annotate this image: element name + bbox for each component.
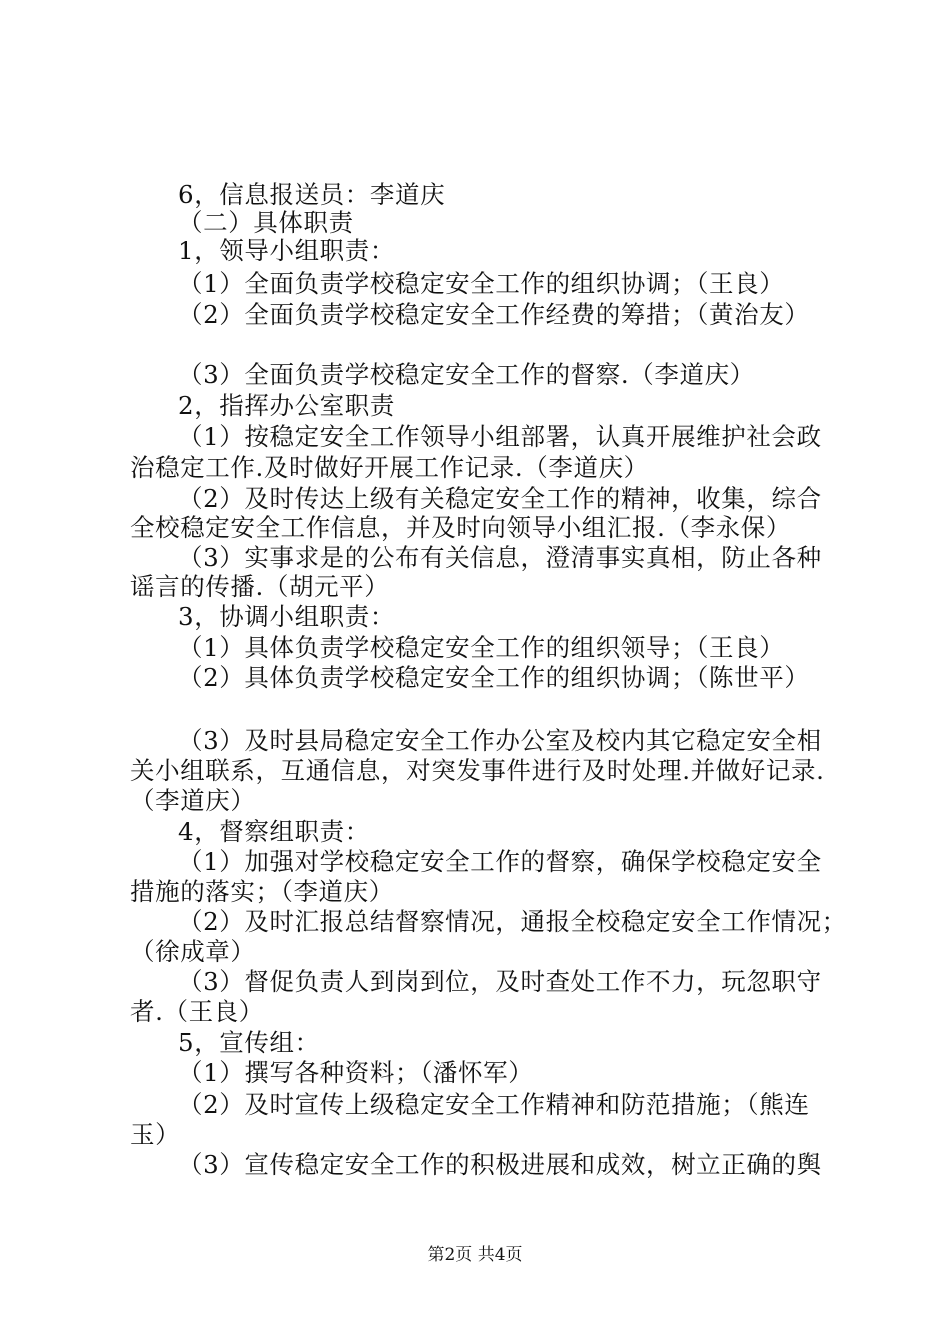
text-line: （2）全面负责学校稳定安全工作经费的筹措；（黄治友）	[178, 300, 810, 329]
text-line: （1）加强对学校稳定安全工作的督察，确保学校稳定安全	[178, 847, 822, 876]
text-line: （1）全面负责学校稳定安全工作的组织协调；（王良）	[178, 269, 785, 298]
text-line: （3）全面负责学校稳定安全工作的督察.（李道庆）	[178, 360, 755, 389]
text-line: （李道庆）	[130, 786, 256, 815]
text-line: （1）撰写各种资料；（潘怀军）	[178, 1058, 534, 1087]
text-line: 2，指挥办公室职责	[178, 391, 395, 420]
text-line: 措施的落实；（李道庆）	[130, 877, 394, 906]
text-line: （3）及时县局稳定安全工作办公室及校内其它稳定安全相	[178, 726, 822, 755]
text-line: 6，信息报送员：李道庆	[178, 180, 446, 209]
text-line: 1，领导小组职责：	[178, 236, 395, 265]
text-line: （3）宣传稳定安全工作的积极进展和成效，树立正确的舆	[178, 1150, 822, 1179]
text-line: 谣言的传播.（胡元平）	[130, 572, 390, 601]
text-line: （2）及时传达上级有关稳定安全工作的精神，收集，综合	[178, 484, 822, 513]
text-line: 3，协调小组职责：	[178, 602, 395, 631]
text-line: 玉）	[130, 1120, 181, 1149]
text-line: （1）具体负责学校稳定安全工作的组织领导；（王良）	[178, 633, 785, 662]
text-line: 关小组联系，互通信息，对突发事件进行及时处理.并做好记录.	[130, 756, 825, 785]
text-line: （二）具体职责	[178, 208, 354, 237]
page-footer: 第2页 共4页	[427, 1245, 523, 1265]
text-line: （1）按稳定安全工作领导小组部署，认真开展维护社会政	[178, 422, 822, 451]
text-line: （3）督促负责人到岗到位，及时查处工作不力，玩忽职守	[178, 967, 822, 996]
text-line: （2）具体负责学校稳定安全工作的组织协调；（陈世平）	[178, 663, 810, 692]
text-line: （徐成章）	[130, 937, 256, 966]
text-line: （2）及时汇报总结督察情况，通报全校稳定安全工作情况；	[178, 907, 847, 936]
text-line: 4，督察组职责：	[178, 817, 370, 846]
text-line: 治稳定工作.及时做好开展工作记录.（李道庆）	[130, 453, 649, 482]
text-line: 者.（王良）	[130, 997, 264, 1026]
text-line: 全校稳定安全工作信息，并及时向领导小组汇报.（李永保）	[130, 513, 791, 542]
text-line: （2）及时宣传上级稳定安全工作精神和防范措施；（熊连	[178, 1090, 810, 1119]
text-line: 5，宣传组：	[178, 1028, 320, 1057]
text-line: （3）实事求是的公布有关信息，澄清事实真相，防止各种	[178, 543, 822, 572]
